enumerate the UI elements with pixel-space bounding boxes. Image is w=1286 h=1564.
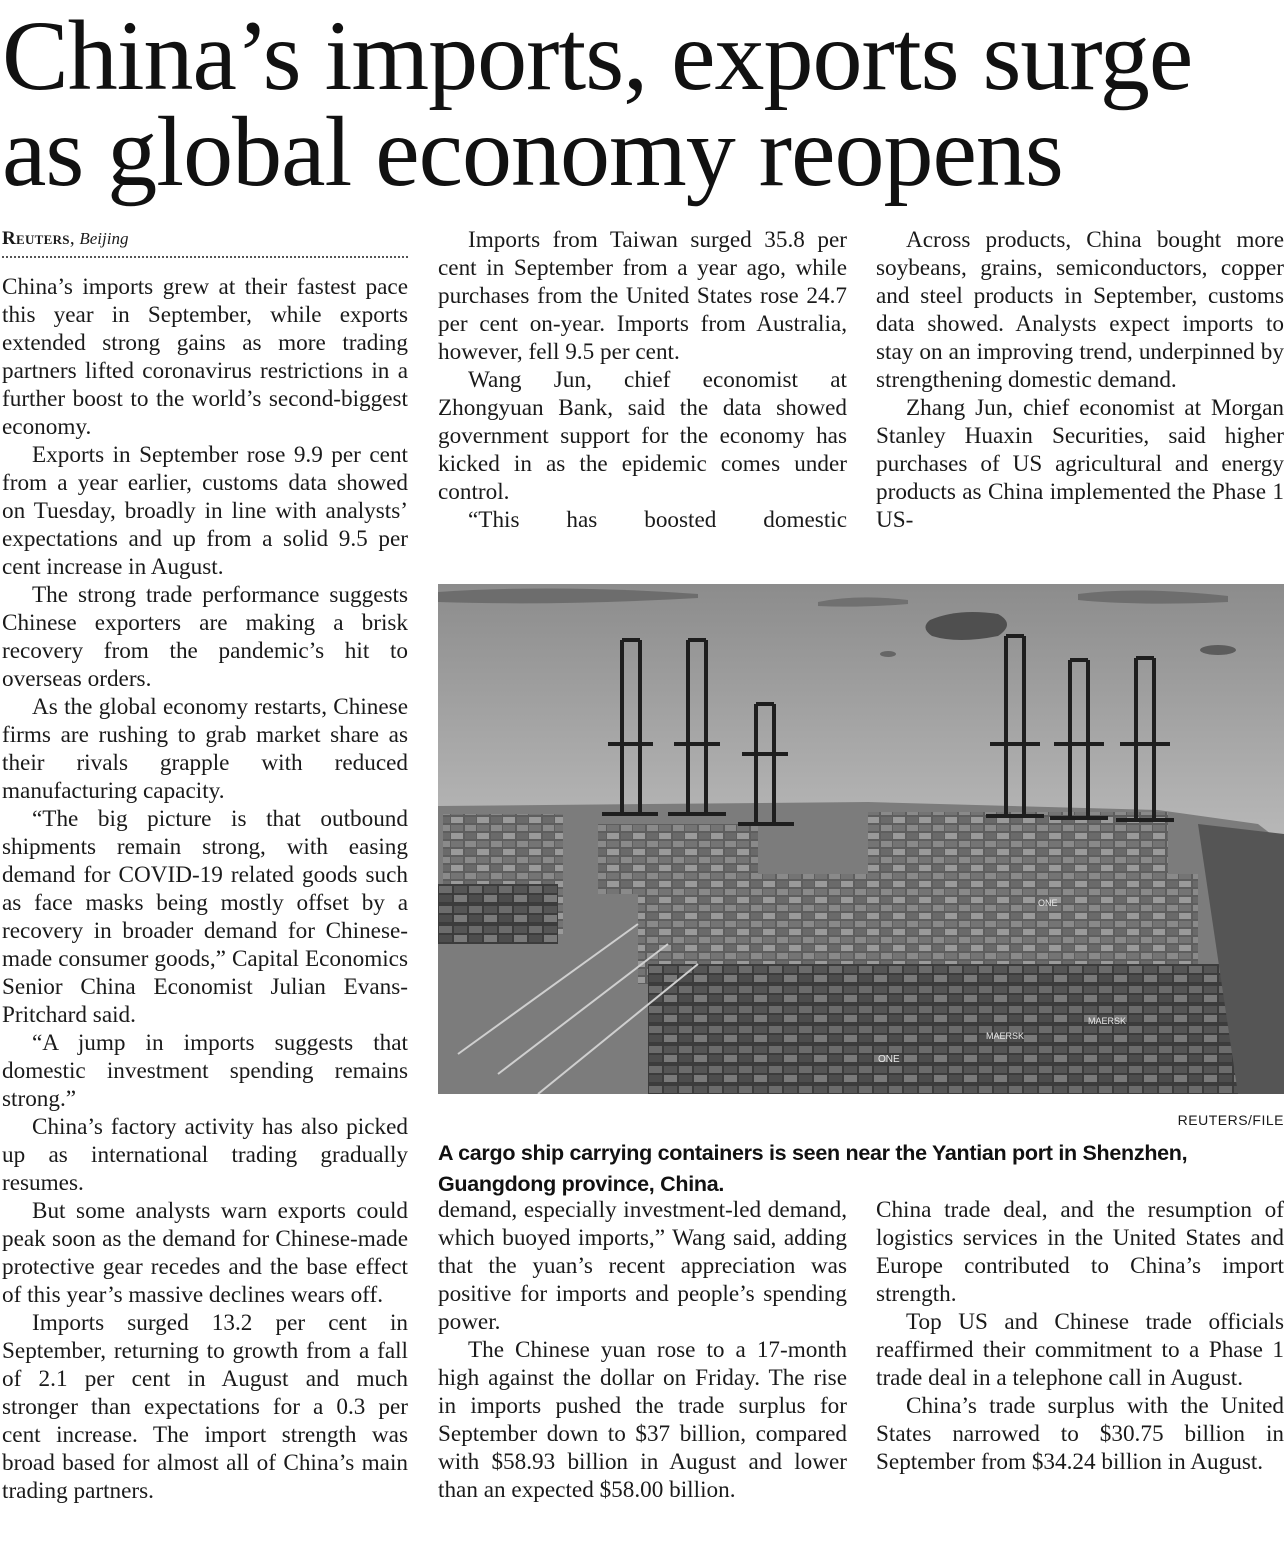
port-photo — [438, 584, 1284, 1094]
paragraph: The Chinese yuan rose to a 17-month high against the dollar on Friday. The rise in imports pushed the trade surplus for September down to $37 billion, compared with $58.93 billion in August and lower than an expected $58.00 billion. — [438, 1337, 847, 1503]
byline: Reuters, Beijing — [2, 228, 408, 258]
paragraph: But some analysts warn exports could peak soon as the demand for Chinese-made protective gear recedes and the base effect of this year’s massive declines wears off. — [2, 1198, 408, 1308]
photo-credit: REUTERS/FILE — [1177, 1112, 1284, 1128]
container-label: ONE — [1038, 898, 1058, 908]
paragraph: China’s imports grew at their fastest pace this year in September, while exports extended strong gains as more trading partners lifted coronavirus restrictions in a further boost to the world’s second-biggest economy. — [2, 274, 408, 440]
byline-agency: Reuters — [2, 228, 70, 249]
paragraph: Imports from Taiwan surged 35.8 per cent in September from a year ago, while purchases from the United States rose 24.7 per cent on-year. Imports from Australia, however, fell 9.5 per cent. — [438, 227, 847, 365]
container-label: MAERSK — [1088, 1016, 1127, 1026]
article-column-3-bottom — [876, 1196, 1284, 1476]
paragraph: The strong trade performance suggests Chinese exporters are making a brisk recovery from the pandemic’s hit to overseas orders. — [2, 582, 408, 692]
paragraph: Wang Jun, chief economist at Zhongyuan Bank, said the data showed government support for the economy has kicked in as the epidemic comes under control. — [438, 367, 847, 505]
article-column-3-top — [876, 226, 1284, 534]
headline: China’s imports, exports surge as global economy reopens — [2, 0, 1193, 207]
paragraph: China’s trade surplus with the United States narrowed to $30.75 billion in September from $34.24 billion in August. — [876, 1393, 1284, 1475]
container-label: ONE — [878, 1054, 900, 1065]
article-column-1 — [2, 273, 408, 1505]
paragraph: Top US and Chinese trade officials reaffirmed their commitment to a Phase 1 trade deal in a telephone call in August. — [876, 1309, 1284, 1391]
paragraph: demand, especially investment-led demand, which buoyed imports,” Wang said, adding that the yuan’s recent appreciation was positive for imports and people’s spending power. — [438, 1197, 847, 1335]
paragraph: Imports surged 13.2 per cent in September, returning to growth from a fall of 2.1 per cent in August and much stronger than expectations for a 0.3 per cent increase. The import strength was broad based for almost all of China’s main trading partners. — [2, 1310, 408, 1504]
paragraph: China trade deal, and the resumption of logistics services in the United States and Europe contributed to China’s import strength. — [876, 1197, 1284, 1307]
paragraph: Across products, China bought more soybeans, grains, semiconductors, copper and steel products in September, customs data showed. Analysts expect imports to stay on an improving trend, underpinned by strengthening domestic demand. — [876, 227, 1284, 393]
paragraph: Zhang Jun, chief economist at Morgan Stanley Huaxin Securities, said higher purchases of US agricultural and energy products as China implemented the Phase 1 US- — [876, 395, 1284, 533]
byline-city: Beijing — [79, 229, 129, 248]
paragraph: China’s factory activity has also picked up as international trading gradually resumes. — [2, 1114, 408, 1196]
paragraph: “A jump in imports suggests that domestic investment spending remains strong.” — [2, 1030, 408, 1112]
photo-caption: A cargo ship carrying containers is seen near the Yantian port in Shenzhen, Guangdong province, China. — [438, 1141, 1188, 1196]
container-label: MAERSK — [986, 1031, 1025, 1041]
article-column-2-bottom — [438, 1196, 847, 1504]
paragraph: “This has boosted domestic — [468, 507, 847, 533]
paragraph: Exports in September rose 9.9 per cent from a year earlier, customs data showed on Tuesday, broadly in line with analysts’ expectations and up from a solid 9.5 per cent increase in August. — [2, 442, 408, 580]
paragraph: As the global economy restarts, Chinese firms are rushing to grab market share as their rivals grapple with reduced manufacturing capacity. — [2, 694, 408, 804]
paragraph: “The big picture is that outbound shipments remain strong, with easing demand for COVID-19 related goods such as face masks being mostly offset by a recovery in broader demand for Chinese-made consumer goods,” Capital Economics Senior China Economist Julian Evans-Pritchard said. — [2, 806, 408, 1028]
article-column-2-top — [438, 226, 847, 534]
